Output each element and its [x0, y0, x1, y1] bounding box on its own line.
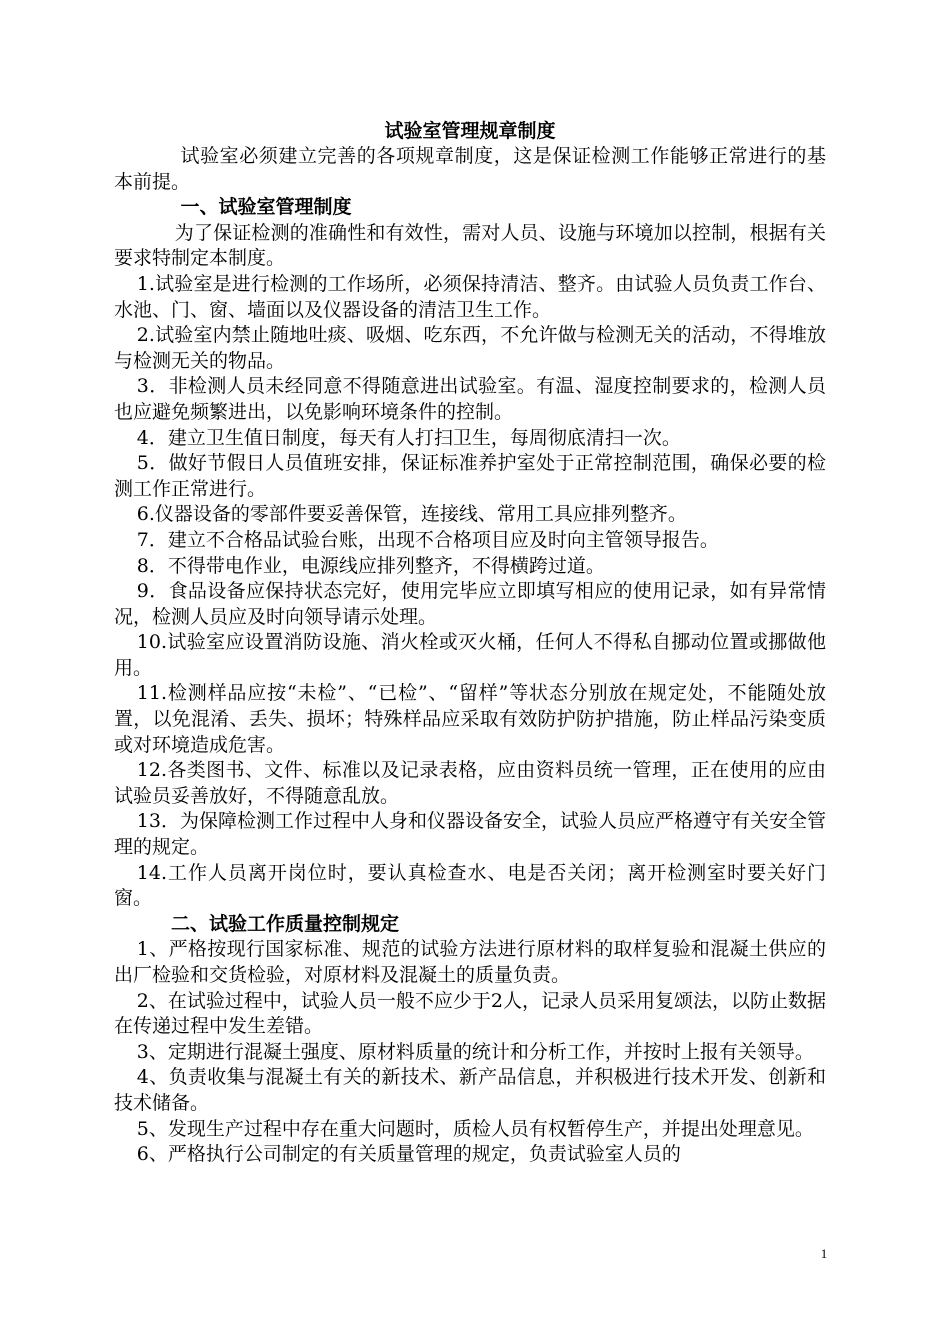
rule-item: 3．非检测人员未经同意不得随意进出试验室。有温、湿度控制要求的，检测人员也应避免频繁进出，以免影响环境条件的控制。: [114, 375, 826, 423]
rule-item: 13．为保障检测工作过程中人身和仪器设备安全，试验人员应严格遵守有关安全管理的规定。: [114, 810, 826, 859]
section-heading-quality-control: 二、试验工作质量控制规定: [171, 912, 400, 935]
quality-rule-item: 2、在试验过程中，试验人员一般不应少于2人，记录人员采用复颂法，以防止数据在传递过程中发生差错。: [114, 989, 826, 1038]
intro-paragraph: 试验室必须建立完善的各项规章制度，这是保证检测工作能够正常进行的基本前提。: [114, 145, 826, 193]
rule-item: 11.检测样品应按“未检”、“已检”、“留样”等状态分别放在规定处，不能随处放置，以免混淆、丢失、损坏；特殊样品应采取有效防护防护措施，防止样品污染变质或对环境造成危害。: [114, 682, 826, 756]
rule-item: 4．建立卫生值日制度，每天有人打扫卫生，每周彻底清扫一次。: [136, 426, 681, 449]
rule-item: 8．不得带电作业，电源线应排列整齐，不得横跨过道。: [136, 554, 605, 577]
quality-rule-item: 3、定期进行混凝土强度、原材料质量的统计和分析工作，并按时上报有关领导。: [136, 1040, 814, 1063]
rule-item: 12.各类图书、文件、标准以及记录表格，应由资料员统一管理，正在使用的应由试验员妥善放好，不得随意乱放。: [114, 759, 826, 807]
document-body: [114, 118, 826, 1168]
rule-item: 14.工作人员离开岗位时，要认真检查水、电是否关闭；离开检测室时要关好门窗。: [114, 861, 826, 910]
quality-rule-item: 4、负责收集与混凝土有关的新技术、新产品信息，并积极进行技术开发、创新和技术储备。: [114, 1066, 826, 1114]
rule-item: 5．做好节假日人员值班安排，保证标准养护室处于正常控制范围，确保必要的检测工作正常进行。: [114, 452, 826, 500]
section1-intro-paragraph: 为了保证检测的准确性和有效性，需对人员、设施与环境加以控制，根据有关要求特制定本制度。: [114, 221, 826, 270]
rule-item: 2.试验室内禁止随地吐痰、吸烟、吃东西，不允许做与检测无关的活动，不得堆放与检测无关的物品。: [114, 324, 826, 372]
document-title: 试验室管理规章制度: [384, 120, 556, 142]
rule-item: 1.试验室是进行检测的工作场所，必须保持清洁、整齐。由试验人员负责工作台、水池、门、窗、墙面以及仪器设备的清洁卫生工作。: [114, 272, 826, 321]
rule-item: 9．食品设备应保持状态完好，使用完毕应立即填写相应的使用记录，如有异常情况，检测人员应及时向领导请示处理。: [114, 580, 826, 628]
page-number: 1: [820, 1246, 828, 1261]
quality-rule-item: 1、严格按现行国家标准、规范的试验方法进行原材料的取样复验和混凝土供应的出厂检验和交货检验，对原材料及混凝土的质量负责。: [114, 938, 826, 986]
section-heading-lab-management: 一、试验室管理制度: [180, 196, 352, 219]
rule-item: 6.仪器设备的零部件要妥善保管，连接线、常用工具应排列整齐。: [136, 503, 687, 526]
quality-rule-item: 5、发现生产过程中存在重大问题时，质检人员有权暂停生产，并提出处理意见。: [136, 1117, 814, 1140]
quality-rule-item: 6、严格执行公司制定的有关质量管理的规定，负责试验室人员的: [136, 1143, 681, 1166]
rule-item: 7．建立不合格品试验台账，出现不合格项目应及时向主管领导报告。: [136, 528, 719, 551]
rule-item: 10.试验室应设置消防设施、消火栓或灭火桶，任何人不得私自挪动位置或挪做他用。: [114, 631, 826, 679]
